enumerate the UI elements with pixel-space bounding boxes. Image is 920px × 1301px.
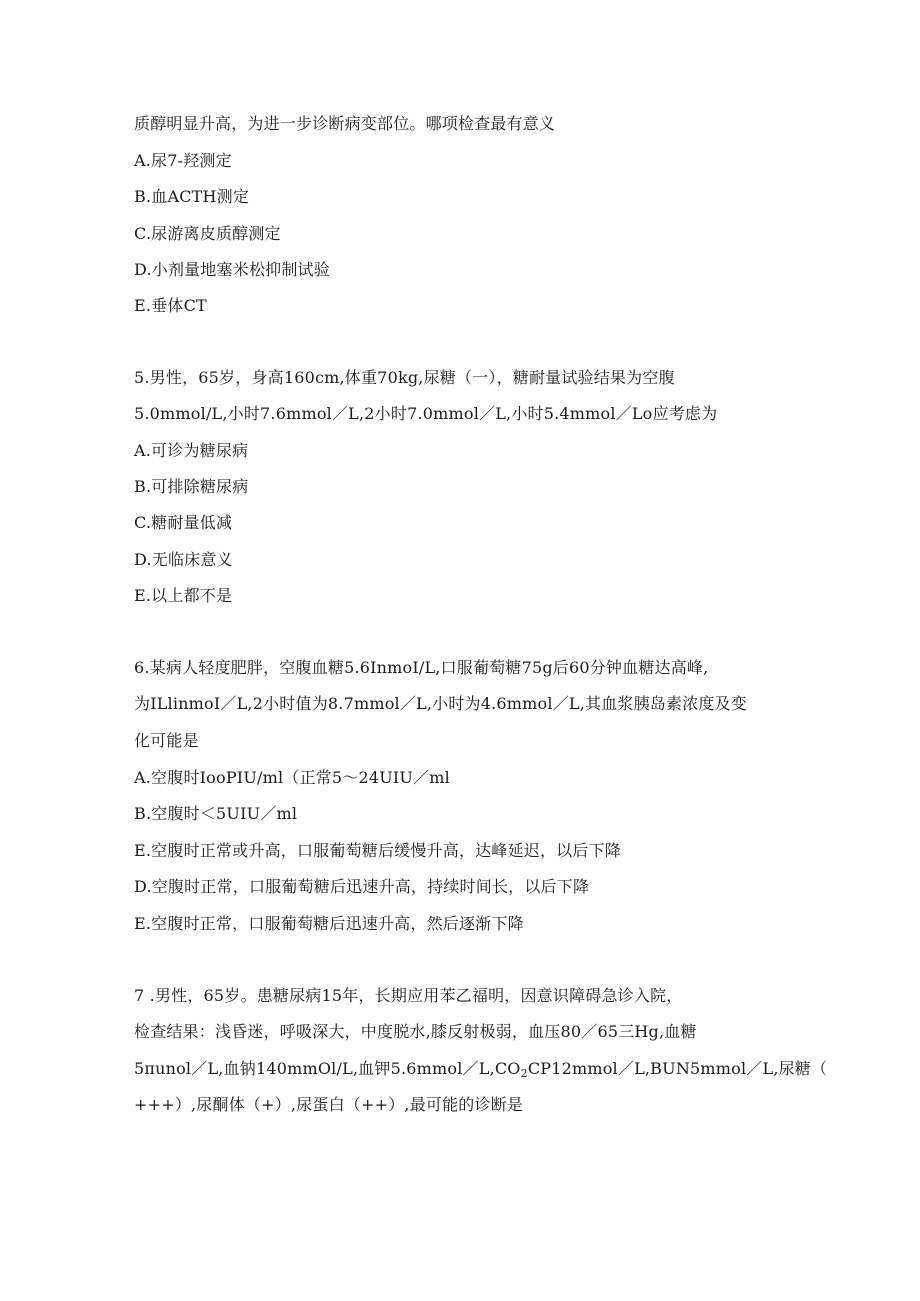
q6-option-d: D.空腹时正常，口服葡萄糖后迅速升高，持续时间长，以后下降: [134, 877, 590, 896]
q7-stem-line3-part-b: CP12mmol／L,BUN5mmol／L,尿糖（: [527, 1059, 828, 1078]
q5-stem-line2: 5.0mmol/L,小时7.6mmol／L,2小时7.0mmol／L,小时5.4mmol／Lo应考虑为: [134, 404, 718, 423]
q6-option-c: E.空腹时正常或升高，口服葡萄糖后缓慢升高，达峰延迟，以后下降: [134, 841, 621, 860]
q6-option-a: A.空腹时IooPIU/ml（正常5～24UIU／ml: [134, 768, 450, 787]
q5-option-a: A.可诊为糖尿病: [134, 441, 249, 460]
q4-stem-tail: 质醇明显升高，为进一步诊断病变部位。哪项检查最有意义: [134, 114, 556, 133]
q6-option-b: B.空腹时＜5UIU／ml: [134, 804, 298, 823]
q5-stem-line1: 5.男性，65岁，身高160cm,体重70kg,尿糖（一），糖耐量试验结果为空腹: [134, 368, 675, 387]
q4-option-e: E.垂体CT: [134, 296, 207, 315]
q7-stem-line4: +++）,尿酮体（+）,尿蛋白（++）,最可能的诊断是: [134, 1095, 524, 1114]
q5-option-c: C.糖耐量低减: [134, 513, 233, 532]
q4-option-c: C.尿游离皮质醇测定: [134, 224, 281, 243]
q5-option-e: E.以上都不是: [134, 586, 233, 605]
q7-stem-line1: 7 .男性，65岁。患糖尿病15年，长期应用苯乙福明，因意识障碍急诊入院，: [134, 986, 683, 1005]
q7-stem-line2: 检查结果：浅昏迷，呼吸深大，中度脱水,膝反射极弱，血压80／65三Hg,血糖: [134, 1022, 697, 1041]
q5-option-b: B.可排除糖尿病: [134, 477, 249, 496]
q7-co2-subscript: 2: [520, 1067, 528, 1080]
q5-option-d: D.无临床意义: [134, 550, 233, 569]
q6-stem-line1: 6.某病人轻度肥胖，空腹血糖5.6InmoI/L,口服葡萄糖75g后60分钟血糖达高峰,: [134, 658, 709, 677]
q6-stem-line3: 化可能是: [134, 731, 199, 750]
q4-option-a: A.尿7-羟测定: [134, 151, 232, 170]
q4-option-b: B.血ACTH测定: [134, 187, 250, 206]
q4-option-d: D.小剂量地塞米松抑制试验: [134, 260, 330, 279]
q6-stem-line2: 为ILlinmoI／L,2小时值为8.7mmol／L,小时为4.6mmol／L,其血浆胰岛素浓度及变: [134, 694, 748, 713]
q6-option-e: E.空腹时正常，口服葡萄糖后迅速升高，然后逐渐下降: [134, 914, 524, 933]
q7-stem-line3: [134, 1059, 827, 1079]
q7-stem-line3-part-a: 5πunol／L,血钠140mmOl/L,血钾5.6mmol／L,CO: [134, 1059, 521, 1078]
